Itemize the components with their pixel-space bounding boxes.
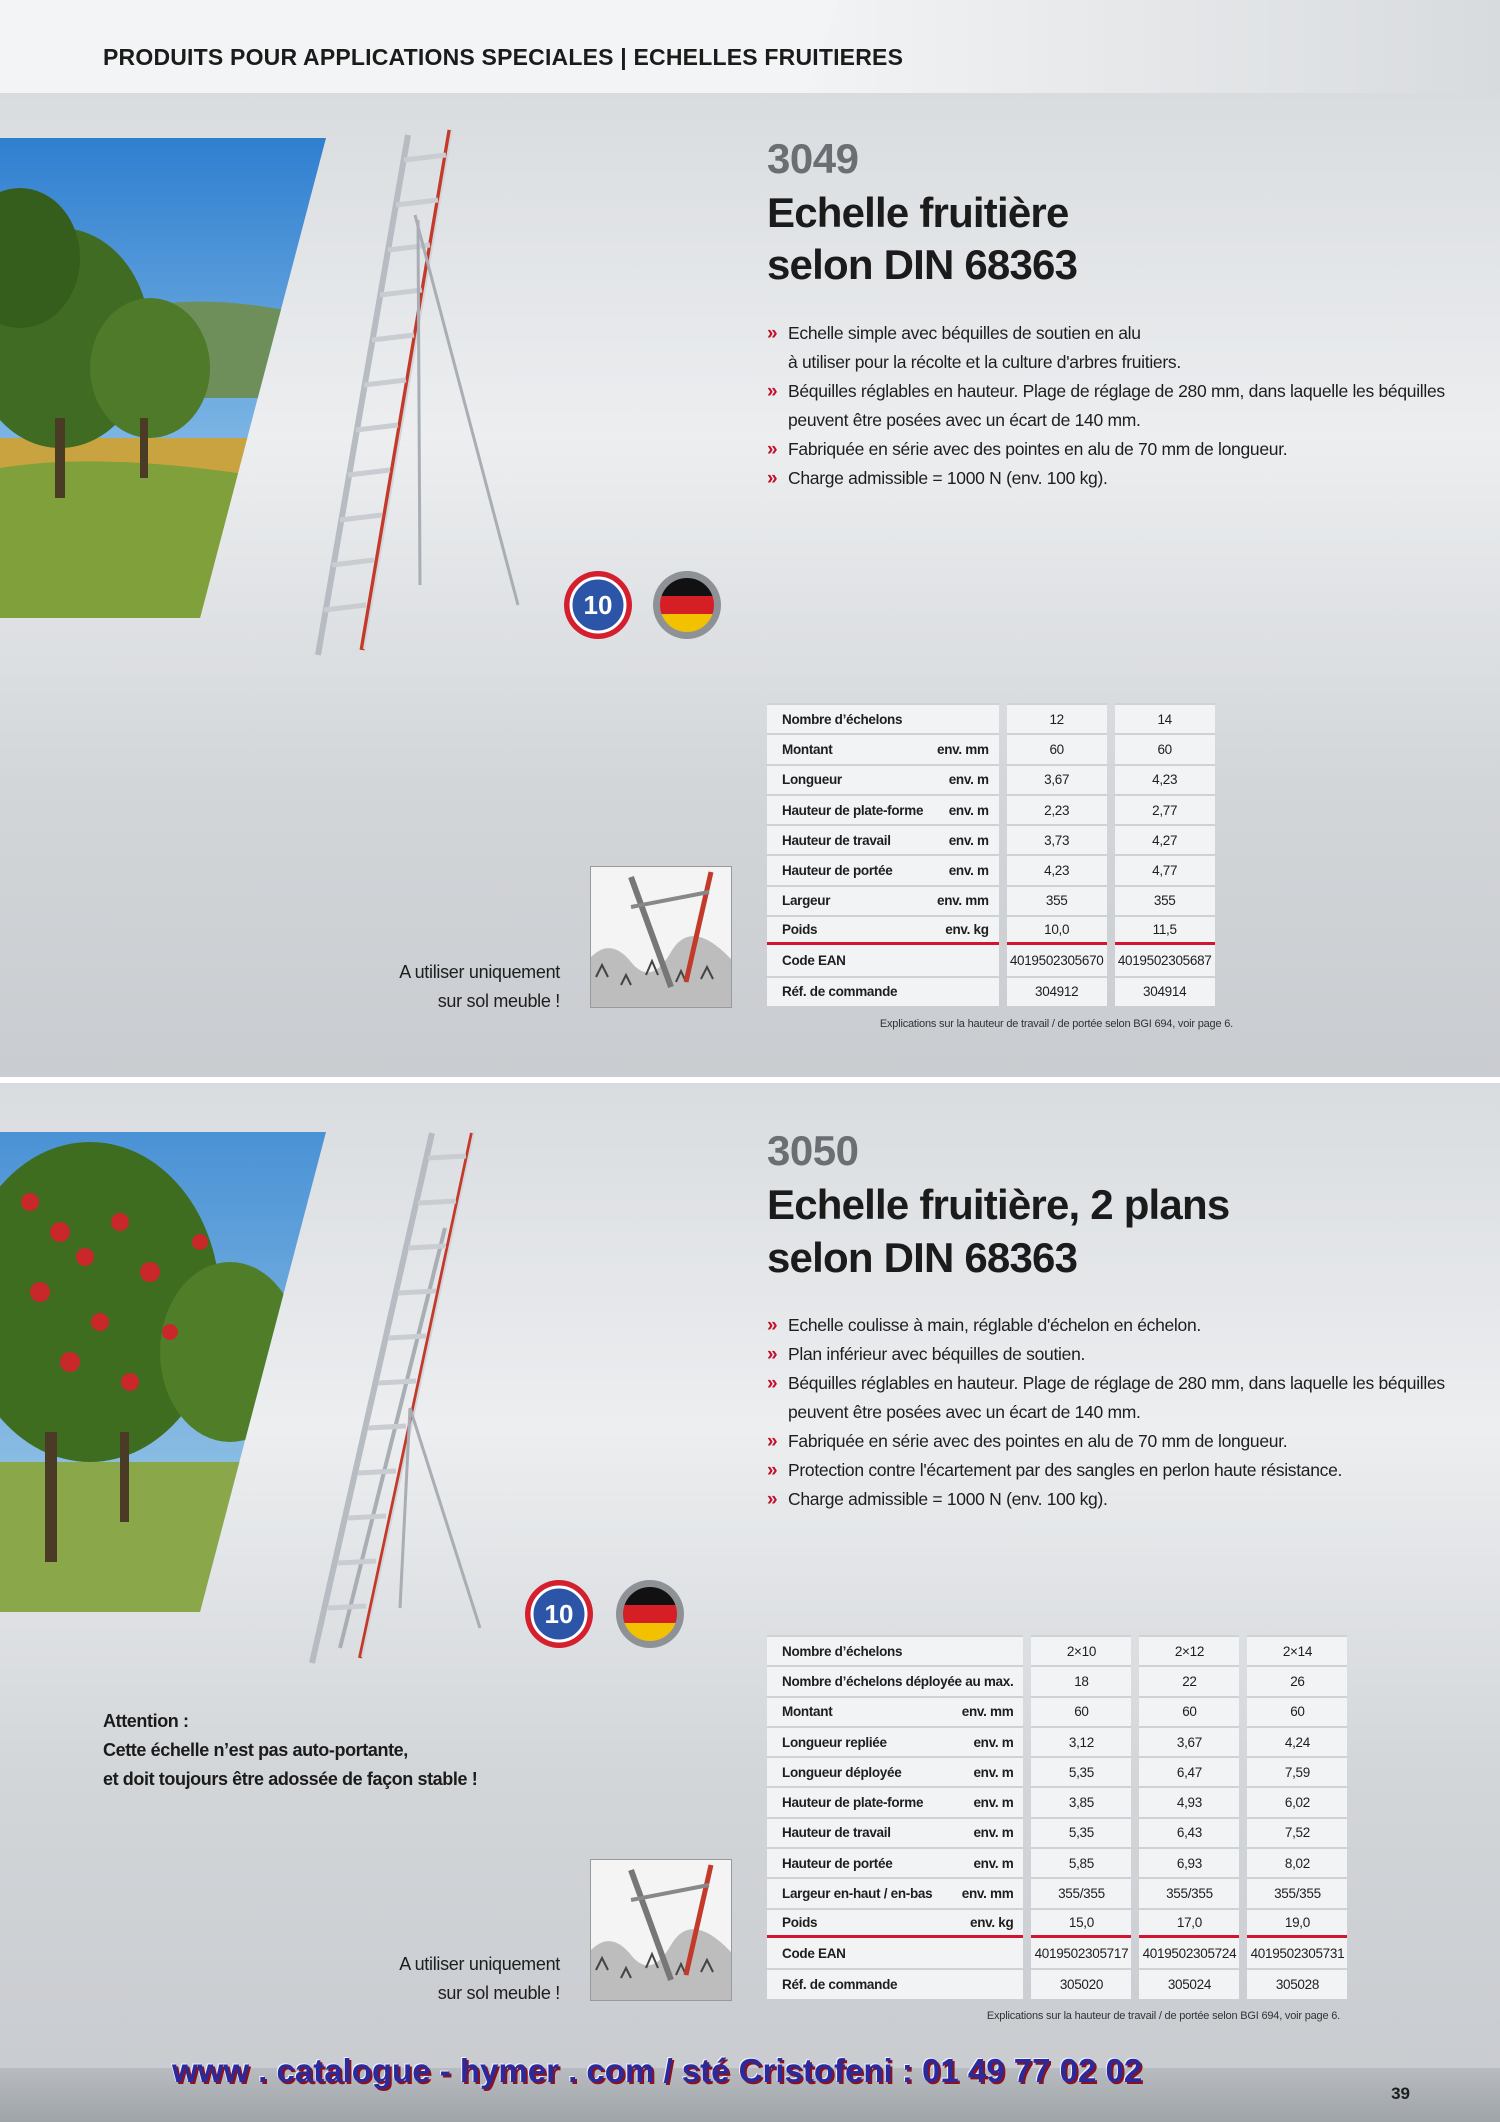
product-number-3049: 3049 bbox=[767, 135, 859, 182]
spec-value: 4,77 bbox=[1115, 854, 1215, 884]
spec-gap bbox=[1107, 885, 1115, 915]
spec-label: Largeur en-haut / en-bas bbox=[767, 1877, 962, 1907]
spec-value: 14 bbox=[1115, 703, 1215, 733]
spec-value: 6,93 bbox=[1139, 1847, 1239, 1877]
spec-gap bbox=[999, 824, 1007, 854]
spec-value: 4,23 bbox=[1115, 764, 1215, 794]
spec-row bbox=[767, 885, 1215, 915]
spec-value: 4,27 bbox=[1115, 824, 1215, 854]
spec-row bbox=[767, 1786, 1347, 1816]
spec-value: 12 bbox=[1007, 703, 1107, 733]
spec-value: 3,73 bbox=[1007, 824, 1107, 854]
chevron-icon: » bbox=[767, 1344, 778, 1365]
spec-gap bbox=[1131, 1756, 1139, 1786]
spec-gap bbox=[1131, 1968, 1139, 1998]
spec-gap bbox=[1239, 1908, 1247, 1938]
feature-item: » Béquilles réglables en hauteur. Plage de réglage de 280 mm, dans laquelle les béquilles peuvent être posées avec un écart de 140 mm. bbox=[767, 377, 1487, 435]
guarantee-badge-icon bbox=[562, 569, 634, 641]
spec-value: 60 bbox=[1115, 733, 1215, 763]
spec-value: 2×14 bbox=[1247, 1635, 1347, 1665]
spec-label: Poids bbox=[767, 1908, 962, 1938]
table-note-3050: Explications sur la hauteur de travail / de portée selon BGI 694, voir page 6. bbox=[986, 2010, 1340, 2022]
spec-unit: env. mm bbox=[937, 733, 999, 763]
spec-value: 355/355 bbox=[1139, 1877, 1239, 1907]
made-in-germany-badge bbox=[614, 1578, 686, 1650]
spec-value: 305028 bbox=[1247, 1968, 1347, 1998]
spec-gap bbox=[1023, 1665, 1031, 1695]
feature-item: » Plan inférieur avec béquilles de soutien. bbox=[767, 1340, 1487, 1369]
spec-value: 22 bbox=[1139, 1665, 1239, 1695]
spec-value: 355 bbox=[1007, 885, 1107, 915]
spec-gap bbox=[999, 885, 1007, 915]
spec-row bbox=[767, 824, 1215, 854]
spec-gap bbox=[1131, 1817, 1139, 1847]
spec-gap bbox=[1023, 1786, 1031, 1816]
page-header-title: PRODUITS POUR APPLICATIONS SPECIALES | ECHELLES FRUITIERES bbox=[103, 44, 904, 70]
spec-label: Largeur bbox=[767, 885, 937, 915]
spec-value: 8,02 bbox=[1247, 1847, 1347, 1877]
chevron-icon: » bbox=[767, 439, 778, 460]
chevron-icon: » bbox=[767, 468, 778, 489]
spec-gap bbox=[1107, 703, 1115, 733]
spec-value: 10,0 bbox=[1007, 915, 1107, 945]
spec-gap bbox=[1023, 1877, 1031, 1907]
spec-gap bbox=[1131, 1938, 1139, 1968]
spec-gap bbox=[1239, 1847, 1247, 1877]
spec-row bbox=[767, 733, 1215, 763]
spec-value: 305020 bbox=[1031, 1968, 1131, 1998]
spec-row bbox=[767, 1635, 1347, 1665]
spec-value: 305024 bbox=[1139, 1968, 1239, 1998]
spec-gap bbox=[1107, 794, 1115, 824]
spec-gap bbox=[1023, 1968, 1031, 1998]
spec-label: Hauteur de plate-forme bbox=[767, 794, 937, 824]
feature-item: » Charge admissible = 1000 N (env. 100 kg). bbox=[767, 1485, 1487, 1514]
spec-value: 6,43 bbox=[1139, 1817, 1239, 1847]
spec-gap bbox=[1023, 1726, 1031, 1756]
footer-website-link[interactable]: www . catalogue - hymer . com / sté Cristofeni : 01 49 77 02 02 bbox=[172, 2052, 1143, 2089]
spec-value: 355/355 bbox=[1247, 1877, 1347, 1907]
spec-unit: env. m bbox=[937, 794, 999, 824]
spec-row bbox=[767, 1877, 1347, 1907]
product-title-3049-line1: Echelle fruitière bbox=[767, 189, 1069, 236]
spec-row bbox=[767, 764, 1215, 794]
spec-unit: env. m bbox=[962, 1786, 1024, 1816]
spec-value: 3,12 bbox=[1031, 1726, 1131, 1756]
spec-value: 355 bbox=[1115, 885, 1215, 915]
spec-row bbox=[767, 794, 1215, 824]
spec-gap bbox=[1107, 854, 1115, 884]
spec-label: Montant bbox=[767, 1696, 962, 1726]
spec-row bbox=[767, 1968, 1347, 1998]
spec-gap bbox=[1131, 1908, 1139, 1938]
spec-gap bbox=[1131, 1726, 1139, 1756]
spec-value: 3,67 bbox=[1007, 764, 1107, 794]
spec-unit: env. mm bbox=[937, 885, 999, 915]
guarantee-10-years-badge bbox=[562, 569, 634, 641]
ground-spike-icon bbox=[591, 867, 731, 1007]
feature-item: » Fabriquée en série avec des pointes en alu de 70 mm de longueur. bbox=[767, 1427, 1487, 1456]
spec-row bbox=[767, 1726, 1347, 1756]
spec-gap bbox=[1107, 824, 1115, 854]
guarantee-number: 10 bbox=[544, 1599, 574, 1629]
spec-label: Réf. de commande bbox=[767, 976, 937, 1006]
spec-value: 2×12 bbox=[1139, 1635, 1239, 1665]
spec-value: 4,23 bbox=[1007, 854, 1107, 884]
spec-row bbox=[767, 1938, 1347, 1968]
spec-row bbox=[767, 854, 1215, 884]
spec-gap bbox=[1107, 915, 1115, 945]
spec-value: 60 bbox=[1007, 733, 1107, 763]
spec-gap bbox=[1239, 1635, 1247, 1665]
spec-value: 15,0 bbox=[1031, 1908, 1131, 1938]
spec-table-3050 bbox=[767, 1635, 1347, 1999]
feature-item: » Echelle simple avec béquilles de soutien en alu à utiliser pour la récolte et la culture d'arbres fruitiers. bbox=[767, 319, 1487, 377]
spec-label: Longueur déployée bbox=[767, 1756, 962, 1786]
spec-label: Montant bbox=[767, 733, 937, 763]
spec-value: 11,5 bbox=[1115, 915, 1215, 945]
product-title-3050-line1: Echelle fruitière, 2 plans bbox=[767, 1181, 1230, 1228]
spec-unit: env. kg bbox=[937, 915, 999, 945]
soft-ground-illustration-1 bbox=[590, 866, 732, 1008]
spec-value: 17,0 bbox=[1139, 1908, 1239, 1938]
spec-gap bbox=[1239, 1756, 1247, 1786]
feature-item: » Echelle coulisse à main, réglable d'échelon en échelon. bbox=[767, 1311, 1487, 1340]
spec-label: Nombre d’échelons déployée bbox=[767, 1665, 962, 1695]
spec-value: 26 bbox=[1247, 1665, 1347, 1695]
product-title-3049-line2: selon DIN 68363 bbox=[767, 241, 1078, 288]
spec-row bbox=[767, 1665, 1347, 1695]
spec-unit bbox=[962, 1968, 1024, 1998]
spec-unit: env. m bbox=[962, 1817, 1024, 1847]
chevron-icon: » bbox=[767, 381, 778, 402]
spec-gap bbox=[1239, 1938, 1247, 1968]
spec-row bbox=[767, 1908, 1347, 1938]
guarantee-badge-icon bbox=[523, 1578, 595, 1650]
spec-unit: au max. bbox=[962, 1665, 1024, 1695]
feature-list-3049 bbox=[767, 319, 1487, 493]
spec-gap bbox=[1023, 1908, 1031, 1938]
spec-gap bbox=[1131, 1786, 1139, 1816]
spec-unit bbox=[962, 1635, 1024, 1665]
spec-row bbox=[767, 1756, 1347, 1786]
table-note-3049: Explications sur la hauteur de travail / de portée selon BGI 694, voir page 6. bbox=[879, 1018, 1233, 1030]
spec-gap bbox=[1023, 1756, 1031, 1786]
spec-unit: env. m bbox=[962, 1847, 1024, 1877]
spec-row bbox=[767, 945, 1215, 975]
spec-gap bbox=[1239, 1696, 1247, 1726]
spec-gap bbox=[1107, 976, 1115, 1006]
ground-note-3049: A utiliser uniquement sur sol meuble ! bbox=[399, 962, 560, 1011]
spec-value: 18 bbox=[1031, 1665, 1131, 1695]
spec-unit: env. m bbox=[962, 1726, 1024, 1756]
spec-gap bbox=[1023, 1938, 1031, 1968]
attention-warning: Attention : Cette échelle n’est pas auto-portante, et doit toujours être adossée de façon stable ! bbox=[103, 1711, 478, 1789]
spec-value: 19,0 bbox=[1247, 1908, 1347, 1938]
feature-item: » Charge admissible = 1000 N (env. 100 kg). bbox=[767, 464, 1487, 493]
spec-value: 355/355 bbox=[1031, 1877, 1131, 1907]
spec-value: 5,35 bbox=[1031, 1756, 1131, 1786]
apple-tree-photo-svg bbox=[0, 1132, 326, 1612]
spec-unit bbox=[937, 945, 999, 975]
spec-value: 6,02 bbox=[1247, 1786, 1347, 1816]
chevron-icon: » bbox=[767, 1373, 778, 1394]
spec-row bbox=[767, 1847, 1347, 1877]
spec-gap bbox=[1239, 1968, 1247, 1998]
spec-value: 4019502305687 bbox=[1115, 945, 1215, 975]
spec-gap bbox=[1023, 1635, 1031, 1665]
chevron-icon: » bbox=[767, 323, 778, 344]
spec-gap bbox=[1023, 1696, 1031, 1726]
guarantee-10-years-badge bbox=[523, 1578, 595, 1650]
spec-unit: env. mm bbox=[962, 1696, 1024, 1726]
spec-label: Nombre d’échelons bbox=[767, 1635, 962, 1665]
spec-gap bbox=[999, 733, 1007, 763]
feature-item: » Fabriquée en série avec des pointes en alu de 70 mm de longueur. bbox=[767, 435, 1487, 464]
spec-value: 7,59 bbox=[1247, 1756, 1347, 1786]
spec-table-3049 bbox=[767, 703, 1215, 1006]
spec-value: 304914 bbox=[1115, 976, 1215, 1006]
orchard-photo-1 bbox=[0, 138, 326, 618]
spec-value: 60 bbox=[1031, 1696, 1131, 1726]
spec-gap bbox=[999, 703, 1007, 733]
spec-label: Longueur bbox=[767, 764, 937, 794]
germany-flag-badge-icon bbox=[651, 569, 723, 641]
feature-item: » Protection contre l'écartement par des sangles en perlon haute résistance. bbox=[767, 1456, 1487, 1485]
spec-gap bbox=[1107, 733, 1115, 763]
spec-gap bbox=[999, 915, 1007, 945]
spec-label: Nombre d’échelons bbox=[767, 703, 937, 733]
chevron-icon: » bbox=[767, 1460, 778, 1481]
spec-value: 7,52 bbox=[1247, 1817, 1347, 1847]
spec-value: 4,93 bbox=[1139, 1786, 1239, 1816]
spec-gap bbox=[999, 764, 1007, 794]
spec-unit bbox=[937, 703, 999, 733]
spec-unit: env. m bbox=[937, 824, 999, 854]
spec-value: 5,85 bbox=[1031, 1847, 1131, 1877]
spec-unit: env. mm bbox=[962, 1877, 1024, 1907]
germany-flag-badge-icon bbox=[614, 1578, 686, 1650]
ground-note-3050: A utiliser uniquement sur sol meuble ! bbox=[399, 1954, 560, 2003]
spec-value: 6,47 bbox=[1139, 1756, 1239, 1786]
spec-value: 2,77 bbox=[1115, 794, 1215, 824]
spec-gap bbox=[1239, 1817, 1247, 1847]
product-number-3050: 3050 bbox=[767, 1127, 859, 1174]
spec-gap bbox=[1239, 1726, 1247, 1756]
made-in-germany-badge bbox=[651, 569, 723, 641]
spec-label: Hauteur de portée bbox=[767, 1847, 962, 1877]
spec-value: 60 bbox=[1139, 1696, 1239, 1726]
spec-gap bbox=[1239, 1665, 1247, 1695]
spec-gap bbox=[1107, 945, 1115, 975]
spec-label: Poids bbox=[767, 915, 937, 945]
spec-value: 304912 bbox=[1007, 976, 1107, 1006]
page-number: 39 bbox=[1391, 2084, 1410, 2103]
spec-value: 4019502305724 bbox=[1139, 1938, 1239, 1968]
spec-gap bbox=[1239, 1786, 1247, 1816]
spec-gap bbox=[1131, 1696, 1139, 1726]
spec-unit: env. m bbox=[937, 854, 999, 884]
spec-gap bbox=[1239, 1877, 1247, 1907]
spec-label: Hauteur de travail bbox=[767, 1817, 962, 1847]
spec-gap bbox=[999, 945, 1007, 975]
spec-gap bbox=[999, 976, 1007, 1006]
spec-label: Code EAN bbox=[767, 945, 937, 975]
feature-list-3050 bbox=[767, 1311, 1487, 1514]
soft-ground-illustration-2 bbox=[590, 1859, 732, 2001]
ladder-3050-illustration bbox=[300, 1128, 500, 1668]
spec-gap bbox=[1131, 1847, 1139, 1877]
spec-value: 4019502305717 bbox=[1031, 1938, 1131, 1968]
product-title-3050-line2: selon DIN 68363 bbox=[767, 1234, 1078, 1281]
spec-unit bbox=[962, 1938, 1024, 1968]
spec-value: 3,67 bbox=[1139, 1726, 1239, 1756]
spec-gap bbox=[999, 794, 1007, 824]
spec-row bbox=[767, 1817, 1347, 1847]
spec-gap bbox=[1023, 1817, 1031, 1847]
spec-gap bbox=[999, 854, 1007, 884]
ground-spike-icon bbox=[591, 1860, 731, 2000]
spec-value: 5,35 bbox=[1031, 1817, 1131, 1847]
spec-gap bbox=[1131, 1665, 1139, 1695]
orchard-photo-svg bbox=[0, 138, 326, 618]
spec-row bbox=[767, 1696, 1347, 1726]
spec-value: 2,23 bbox=[1007, 794, 1107, 824]
orchard-photo-2 bbox=[0, 1132, 326, 1612]
chevron-icon: » bbox=[767, 1315, 778, 1336]
spec-row bbox=[767, 976, 1215, 1006]
spec-label: Hauteur de travail bbox=[767, 824, 937, 854]
spec-label: Hauteur de plate-forme bbox=[767, 1786, 962, 1816]
spec-value: 4,24 bbox=[1247, 1726, 1347, 1756]
spec-gap bbox=[1131, 1635, 1139, 1665]
spec-row bbox=[767, 915, 1215, 945]
spec-label: Code EAN bbox=[767, 1938, 962, 1968]
chevron-icon: » bbox=[767, 1489, 778, 1510]
guarantee-number: 10 bbox=[583, 590, 613, 620]
spec-unit: env. kg bbox=[962, 1908, 1024, 1938]
spec-gap bbox=[1023, 1847, 1031, 1877]
spec-value: 4019502305670 bbox=[1007, 945, 1107, 975]
feature-item: » Béquilles réglables en hauteur. Plage de réglage de 280 mm, dans laquelle les béquilles peuvent être posées avec un écart de 140 mm. bbox=[767, 1369, 1487, 1427]
chevron-icon: » bbox=[767, 1431, 778, 1452]
spec-label: Hauteur de portée bbox=[767, 854, 937, 884]
spec-unit: env. m bbox=[962, 1756, 1024, 1786]
spec-row bbox=[767, 703, 1215, 733]
spec-gap bbox=[1107, 764, 1115, 794]
spec-unit bbox=[937, 976, 999, 1006]
spec-gap bbox=[1131, 1877, 1139, 1907]
spec-value: 4019502305731 bbox=[1247, 1938, 1347, 1968]
spec-unit: env. m bbox=[937, 764, 999, 794]
ladder-3049-illustration bbox=[300, 125, 530, 665]
spec-value: 3,85 bbox=[1031, 1786, 1131, 1816]
spec-label: Réf. de commande bbox=[767, 1968, 962, 1998]
spec-value: 60 bbox=[1247, 1696, 1347, 1726]
spec-label: Longueur repliée bbox=[767, 1726, 962, 1756]
spec-value: 2×10 bbox=[1031, 1635, 1131, 1665]
